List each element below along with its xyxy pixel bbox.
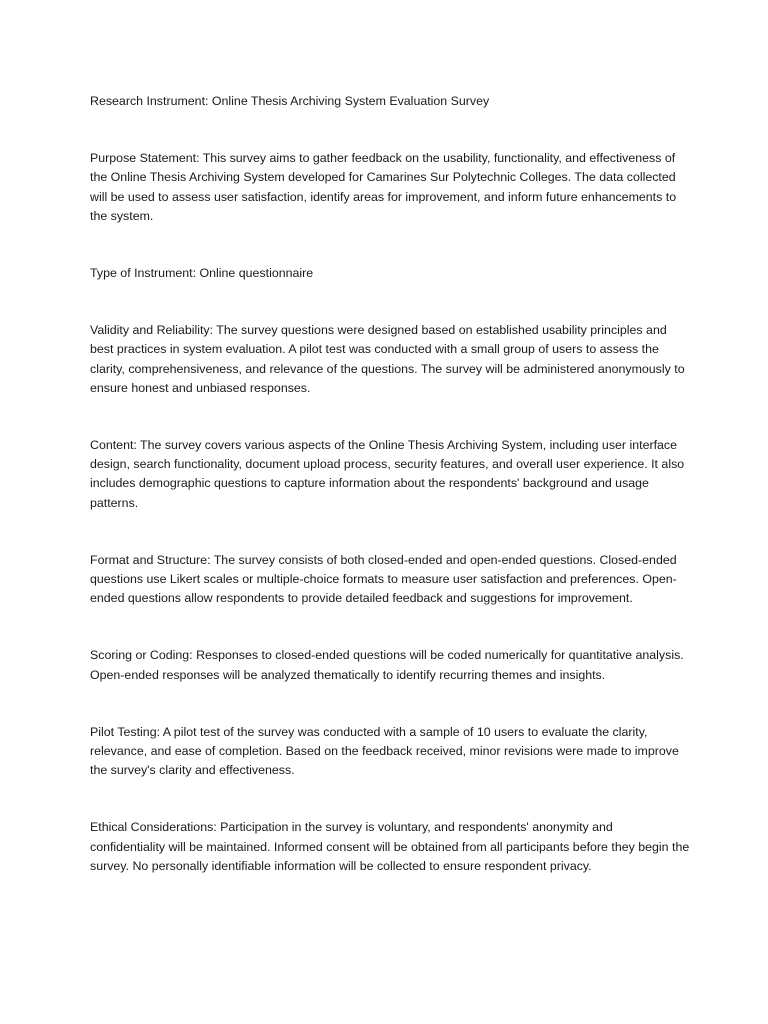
section-text: Content: The survey covers various aspects of the Online Thesis Archiving System, including user interface design, search functionality, document upload process, security features, and overall user experience. It also includes demographic questions to capture information about the respondents' background and usage patterns. — [90, 438, 685, 510]
section-type-of-instrument — [90, 264, 690, 283]
section-text: Validity and Reliability: The survey questions were designed based on established usability principles and best practices in system evaluation. A pilot test was conducted with a small group of users to assess the clarity, comprehensiveness, and relevance of the questions. The survey will be administered anonymously to ensure honest and unbiased responses. — [90, 323, 685, 395]
section-validity-and-reliability — [90, 321, 690, 398]
section-scoring-or-coding — [90, 646, 690, 684]
section-ethical-considerations — [90, 818, 690, 876]
section-text: Ethical Considerations: Participation in the survey is voluntary, and respondents' anonymity and confidentiality will be maintained. Informed consent will be obtained from all participants before they begin the survey. No personally identifiable information will be collected to ensure respondent privacy. — [90, 820, 690, 873]
section-text: Scoring or Coding: Responses to closed-ended questions will be coded numerically for quantitative analysis. Open-ended responses will be analyzed thematically to identify recurring themes and insights. — [90, 648, 684, 682]
section-text: Type of Instrument: Online questionnaire — [90, 266, 314, 281]
section-pilot-testing — [90, 723, 690, 781]
document-title: Research Instrument: Online Thesis Archiving System Evaluation Survey — [90, 94, 490, 108]
section-format-and-structure — [90, 551, 690, 609]
section-purpose-statement — [90, 149, 690, 226]
section-text: Purpose Statement: This survey aims to gather feedback on the usability, functionality, and effectiveness of the Online Thesis Archiving System developed for Camarines Sur Polytechnic Colleges. The data collected will be used to assess user satisfaction, identify areas for improvement, and inform future enhancements to the system. — [90, 151, 677, 223]
section-text: Format and Structure: The survey consists of both closed-ended and open-ended questions. Closed-ended questions use Likert scales or multiple-choice formats to measure user satisfaction and preferences. Open-ended questions allow respondents to provide detailed feedback and suggestions for improvement. — [90, 552, 677, 606]
section-content — [90, 436, 690, 513]
section-text: Pilot Testing: A pilot test of the survey was conducted with a sample of 10 users to evaluate the clarity, relevance, and ease of completion. Based on the feedback received, minor revisions were made to improve the survey's clarity and effectiveness. — [90, 724, 679, 778]
document-page — [90, 92, 690, 914]
